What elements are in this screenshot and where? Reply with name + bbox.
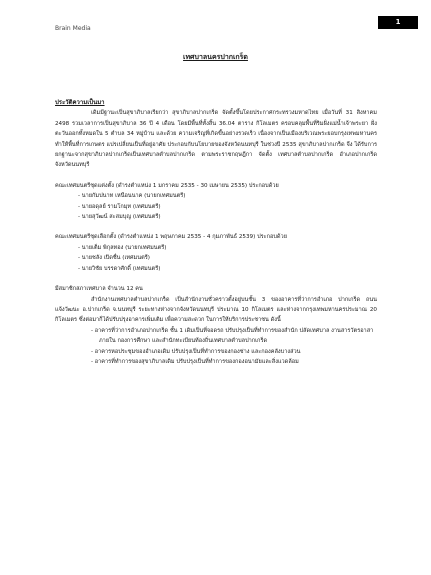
office-item: - อาคารที่ทำการของสุขาภิบาลเดิม ปรับปรุงเป็นที่ทำการของกองอนามัยและสิ่งแวดล้อม (91, 358, 299, 365)
document-body (55, 98, 377, 367)
page-number-badge: 1 (378, 16, 418, 29)
office-item: - อาคารที่ว่าการอำเภอปากเกร็ด ชั้น 1 เดิมเป็นที่จอดรถ ปรับปรุงเป็นที่ทำการของสำนัก ปลัดเทศบาล งานสารวัตรอาสาภายใน กองการศึกษา และสำนักทะเบียนท้องถิ่นเทศบาลตำบลปากเกร็ด (91, 327, 374, 345)
office-paragraph: สำนักงานเทศบาลตำบลปากเกร็ด เป็นสำนักงานชั่วคราวตั้งอยู่บนชั้น 3 ของอาคารที่ว่าการอำเภอ ปากเกร็ด ถนนแจ้งวัฒนะ อ.ปากเกร็ด จ.นนทบุรี ระยะทางห่างจากจังหวัดนนทบุรี ประมาณ 10 กิโลเมตร และห่างจากกรุงเทพมหานครประมาณ 20 กิโลเมตร ซึ่งต่อมาก็ได้ปรับปรุงอาคารเพิ่มเติม เพื่อความสะดวก ในการให้บริการประชาชน ดังนี้ (55, 296, 377, 324)
council1-intro: คณะเทศมนตรีชุดแต่งตั้ง (ดำรงตำแหน่ง 1 มกราคม 2535 - 30 เมษายน 2535) ประกอบด้วย (55, 182, 279, 189)
council2-intro: คณะเทศมนตรีชุดเลือกตั้ง (ดำรงตำแหน่ง 1 พฤษภาคม 2535 - 4 กุมภาพันธ์ 2539) ประกอบด้วย (55, 234, 287, 241)
council1-item: - นายอดุลย์ รามโกมุท (เทศมนตรี) (78, 203, 161, 210)
history-heading: ประวัติความเป็นมา (55, 99, 105, 106)
council2-item: - นายชลัง เปิดชื่น (เทศมนตรี) (78, 255, 150, 262)
members-line: มีสมาชิกสภาเทศบาล จำนวน 12 คน (55, 286, 143, 293)
history-paragraph: เดิมมีฐานะเป็นสุขาภิบาลเรียกว่า สุขาภิบาลปากเกร็ด จัดตั้งขึ้นโดยประกาศกระทรวงมหาดไทย เมื่อวันที่ 31 สิงหาคม 2498 รวมเวลาการเป็นสุขาภิบาล 36 ปี 4 เดือน โดยมีพื้นที่ทั้งสิ้น 36.04 ตาราง กิโลเมตร ครอบคลุมพื้นที่ริมฝั่งแม่น้ำเจ้าพระยา ฝั่งตะวันออกทั้งหมดใน 5 ตำบล 34 หมู่บ้าน และด้วย ความเจริญที่เกิดขึ้นอย่างรวดเร็ว เนื่องจากเป็นเมืองบริเวณพระยอบกรุงเทพมหานคร ทำให้พื้นที่การเกษตร แปรเปลี่ยนเป็นที่อยู่อาศัย ประกอบกับนโยบายของจังหวัดนนทบุรี ในช่วงปี 2535 สุขาภิบาลปากเกร็ด จึง ได้รับการยกฐานะจากสุขาภิบาลปากเกร็ดเป็นเทศบาลตำบลปากเกร็ด ตามพระราชกฤษฎีกา จัดตั้ง เทศบาลตำบลปากเกร็ด อำเภอปากเกร็ด จังหวัดนนทบุรี (55, 110, 377, 169)
council1-item: - นายกัมปนาท เหนือนนาค (นายกเทศมนตรี) (78, 193, 186, 200)
office-item: - อาคารหอประชุมของอำเภอเดิม ปรับปรุงเป็นที่ทำการของกองช่าง และกองคลังบางส่วน (91, 348, 301, 355)
council2-item: - นายเต็ม พิกุลทอง (นายกเทศมนตรี) (78, 244, 167, 251)
council2-item: - นายวิชัย บรรดาศักดิ์ (เทศมนตรี) (78, 265, 161, 272)
brand-label: Brain Media (55, 25, 91, 32)
document-title: เทศบาลนครปากเกร็ด (183, 53, 248, 61)
council1-item: - นายสุวัฒน์ สะสมบุญ (เทศมนตรี) (78, 214, 161, 221)
